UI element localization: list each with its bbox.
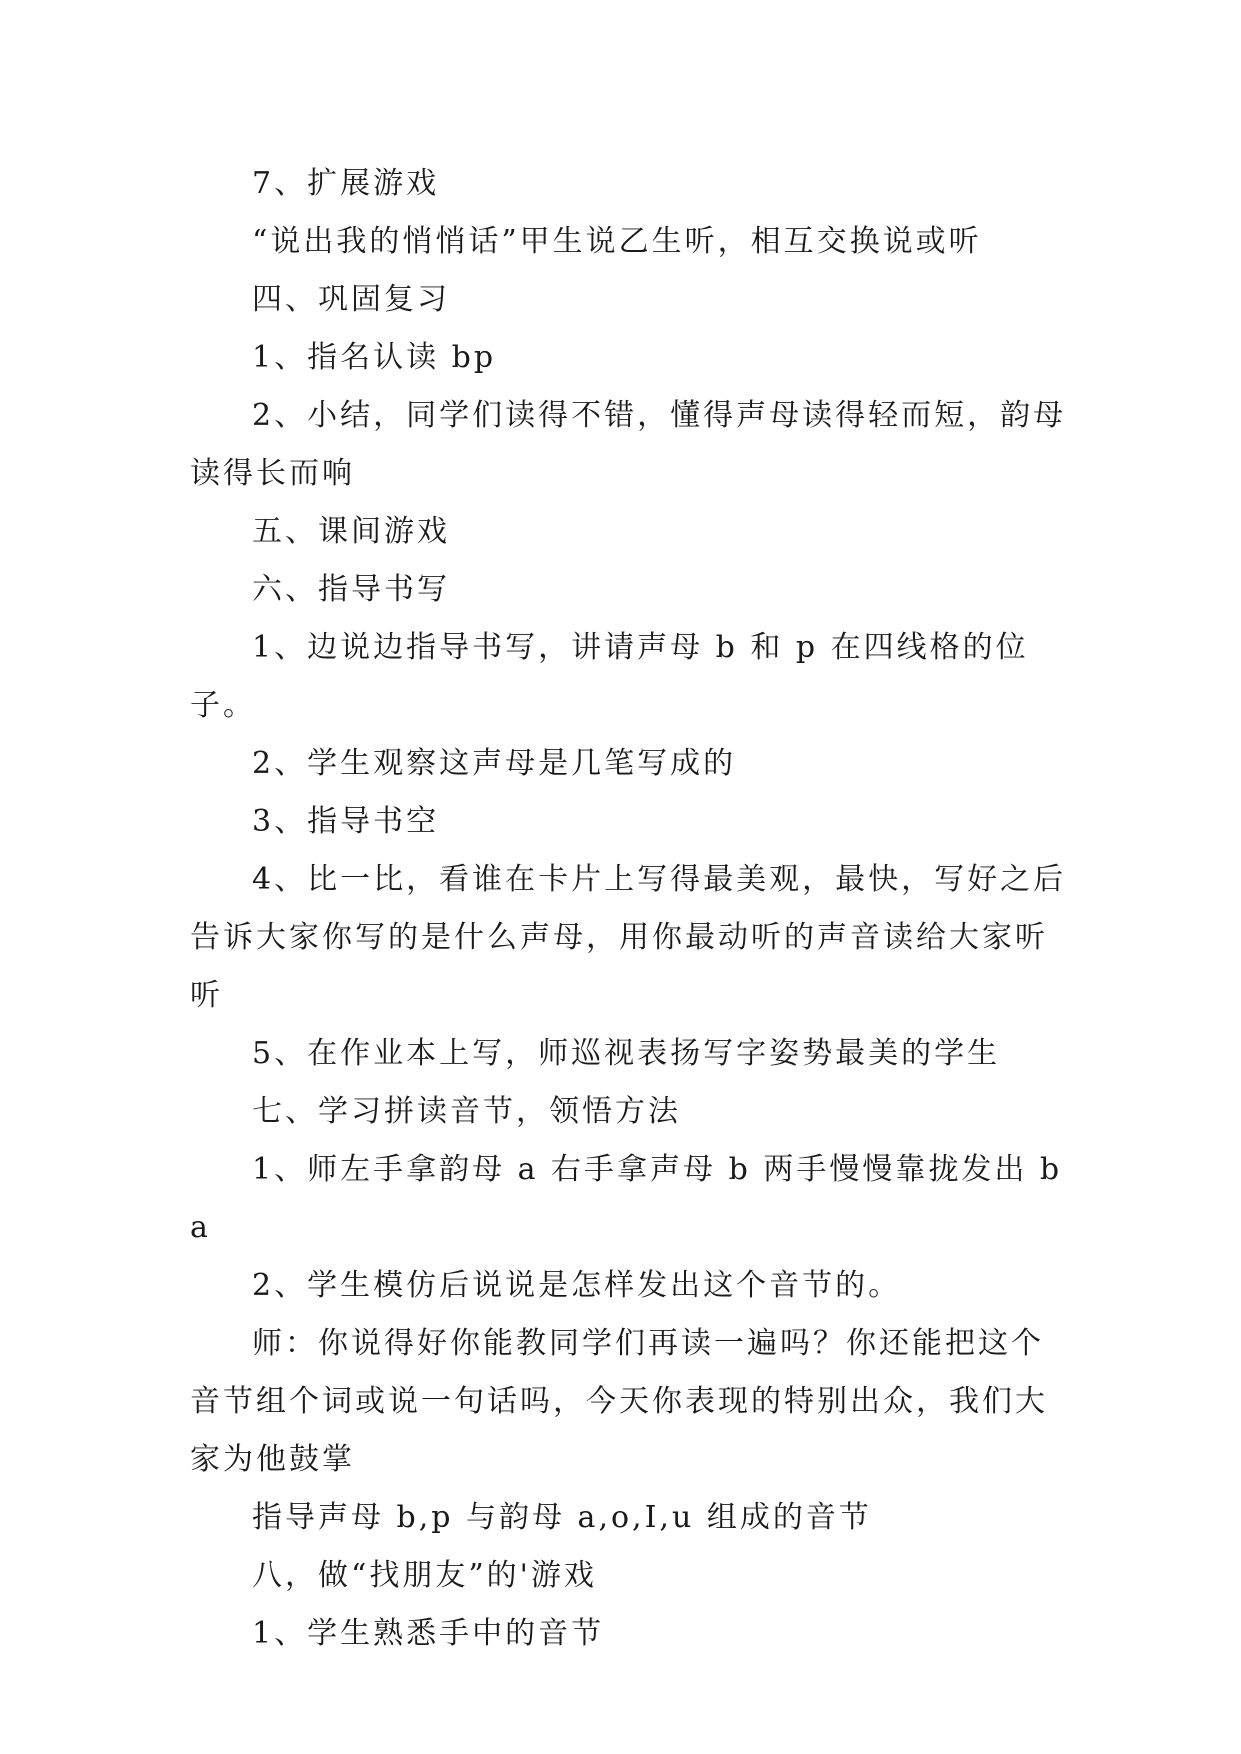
paragraph-writing-step-3: 3、指导书空: [252, 804, 440, 839]
heading-consolidate-review: 四、巩固复习: [252, 282, 450, 317]
paragraph-writing-step-4: 4、比一比，看谁在卡片上写得最美观，最快，写好之后告诉大家你写的是什么声母，用你最动听的声音读给大家听听: [190, 862, 1067, 1013]
paragraph-teacher-remark: 师：你说得好你能教同学们再读一遍吗？你还能把这个音节组个词或说一句话吗，今天你表现的特别出众，我们大家为他鼓掌: [190, 1326, 1048, 1477]
heading-syllable-reading: 七、学习拼读音节，领悟方法: [252, 1094, 681, 1129]
heading-writing-guide: 六、指导书写: [252, 572, 450, 607]
paragraph-find-friends-step-1: 1、学生熟悉手中的音节: [252, 1616, 605, 1651]
paragraph-writing-step-1: 1、边说边指导书写，讲请声母 b 和 p 在四线格的位子。: [190, 630, 1029, 723]
paragraph-syllable-step-2: 2、学生模仿后说说是怎样发出这个音节的。: [252, 1268, 902, 1303]
paragraph-syllable-step-1: 1、师左手拿韵母 a 右手拿声母 b 两手慢慢靠拢发出 ba: [190, 1152, 1063, 1245]
paragraph-writing-step-5: 5、在作业本上写，师巡视表扬写字姿势最美的学生: [252, 1036, 1001, 1071]
paragraph-writing-step-2: 2、学生观察这声母是几笔写成的: [252, 746, 737, 781]
paragraph-extension-game: 7、扩展游戏: [252, 166, 440, 201]
document-body: [190, 155, 1070, 1663]
paragraph-whisper-game: “说出我的悄悄话”甲生说乙生听，相互交换说或听: [252, 224, 982, 259]
paragraph-read-bp: 1、指名认读 bp: [252, 340, 497, 375]
heading-find-friends-game: 八，做“找朋友”的'游戏: [252, 1558, 597, 1593]
heading-break-game: 五、课间游戏: [252, 514, 450, 549]
paragraph-summary: 2、小结，同学们读得不错，懂得声母读得轻而短，韵母读得长而响: [190, 398, 1067, 491]
paragraph-syllable-combination: 指导声母 b,p 与韵母 a,o,I,u 组成的音节: [252, 1500, 872, 1535]
